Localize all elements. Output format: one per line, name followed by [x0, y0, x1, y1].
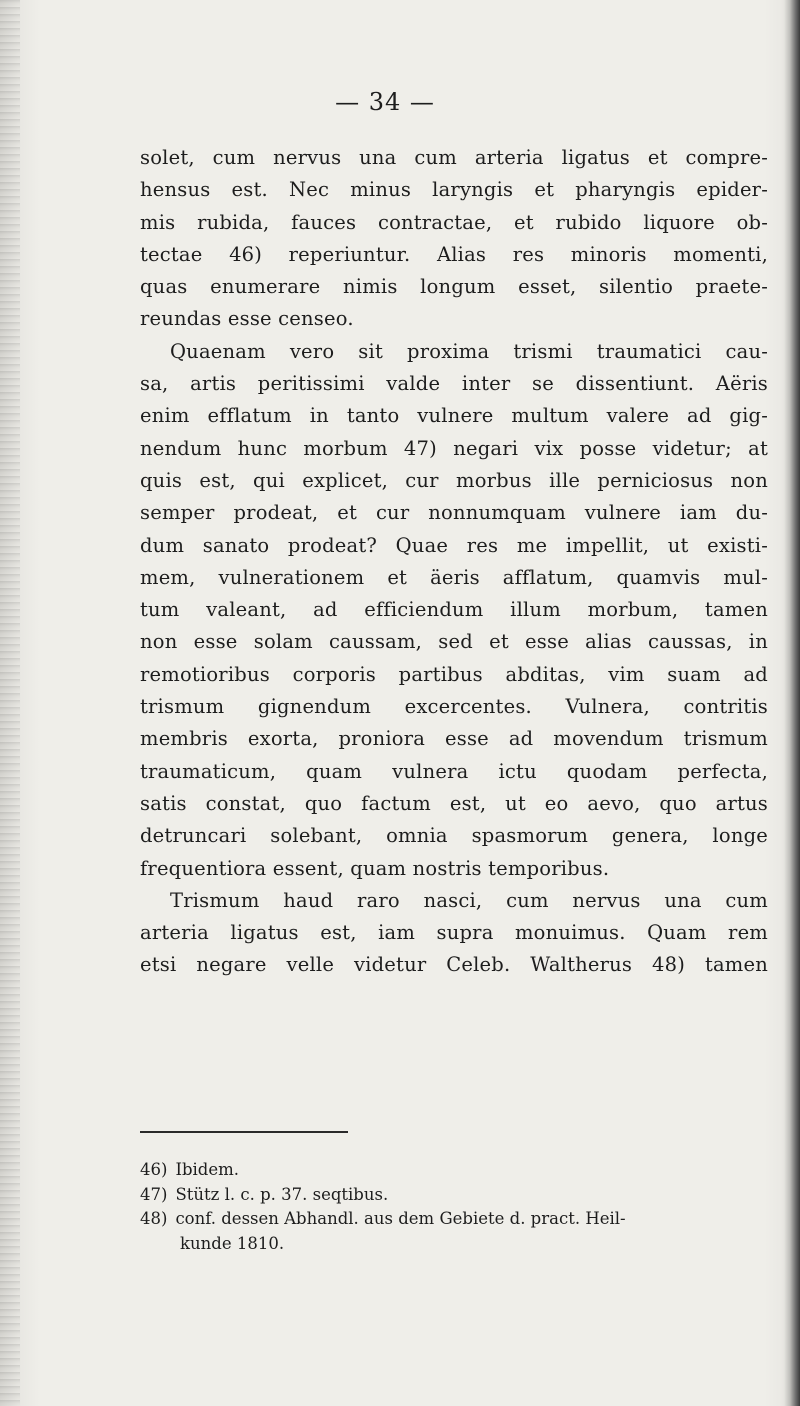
text-line: nendum hunc morbum 47) negari vix posse videtur; at	[140, 436, 768, 460]
text-line: mem, vulnerationem et äeris afflatum, quamvis mul-	[140, 565, 768, 589]
footnotes	[140, 1158, 740, 1256]
footnote-number: 47)	[140, 1184, 168, 1204]
footnote-48-continuation: kunde 1810.	[180, 1233, 285, 1253]
text-line: detruncari solebant, omnia spasmorum genera, longe	[140, 824, 768, 848]
text-line: mis rubida, fauces contractae, et rubido liquore ob-	[140, 210, 768, 234]
text-line: semper prodeat, et cur nonnumquam vulnere iam du-	[140, 501, 768, 525]
text-line: satis constat, quo factum est, ut eo aevo, quo artus	[140, 791, 768, 815]
text-line: non esse solam caussam, sed et esse alias caussas, in	[140, 630, 768, 654]
text-line: frequentiora essent, quam nostris temporibus.	[140, 856, 610, 880]
text-line: arteria ligatus est, iam supra monuimus. Quam rem	[140, 921, 768, 945]
text-line: etsi negare velle videtur Celeb. Waltherus 48) tamen	[140, 953, 768, 977]
footnote-divider	[140, 1131, 348, 1133]
binding-edge-left	[0, 0, 20, 1406]
text-line: solet, cum nervus una cum arteria ligatus et compre-	[140, 146, 768, 169]
text-line: enim efflatum in tanto vulnere multum valere ad gig-	[140, 404, 768, 428]
text-line: membris exorta, proniora esse ad movendum trismum	[140, 727, 768, 751]
text-line: traumaticum, quam vulnera ictu quodam perfecta,	[140, 759, 768, 783]
footnote-number: 46)	[140, 1160, 168, 1179]
footnote-number: 48)	[140, 1209, 168, 1228]
binding-edge-right	[784, 0, 800, 1406]
text-line: quas enumerare nimis longum esset, silentio praete-	[140, 275, 768, 299]
text-line: Trismum haud raro nasci, cum nervus una cum	[170, 888, 768, 912]
text-line: quis est, qui explicet, cur morbus ille perniciosus non	[140, 468, 768, 492]
text-line: remotioribus corporis partibus abditas, vim suam ad	[140, 662, 768, 686]
footnote-text: Stütz l. c. p. 37. seqtibus.	[175, 1184, 389, 1204]
footnote-48	[140, 1207, 740, 1232]
footnote-46	[140, 1158, 740, 1183]
page-number: — 34 —	[335, 88, 435, 116]
footnote-text: Ibidem.	[175, 1160, 240, 1179]
text-line: hensus est. Nec minus laryngis et pharyngis epider-	[140, 178, 768, 202]
text-line: dum sanato prodeat? Quae res me impellit, ut existi-	[140, 533, 768, 557]
text-line: Quaenam vero sit proxima trismi traumatici cau-	[170, 339, 768, 363]
text-line: tum valeant, ad efficiendum illum morbum, tamen	[140, 598, 768, 622]
body-text	[140, 142, 768, 982]
text-line: reundas esse censeo.	[140, 307, 354, 331]
text-line: trismum gignendum excercentes. Vulnera, contritis	[140, 695, 768, 719]
footnote-47	[140, 1183, 740, 1208]
text-line: sa, artis peritissimi valde inter se dissentiunt. Aëris	[140, 372, 768, 396]
text-line: tectae 46) reperiuntur. Alias res minoris momenti,	[140, 242, 768, 266]
footnote-text: conf. dessen Abhandl. aus dem Gebiete d. pract. Heil-	[175, 1209, 626, 1228]
